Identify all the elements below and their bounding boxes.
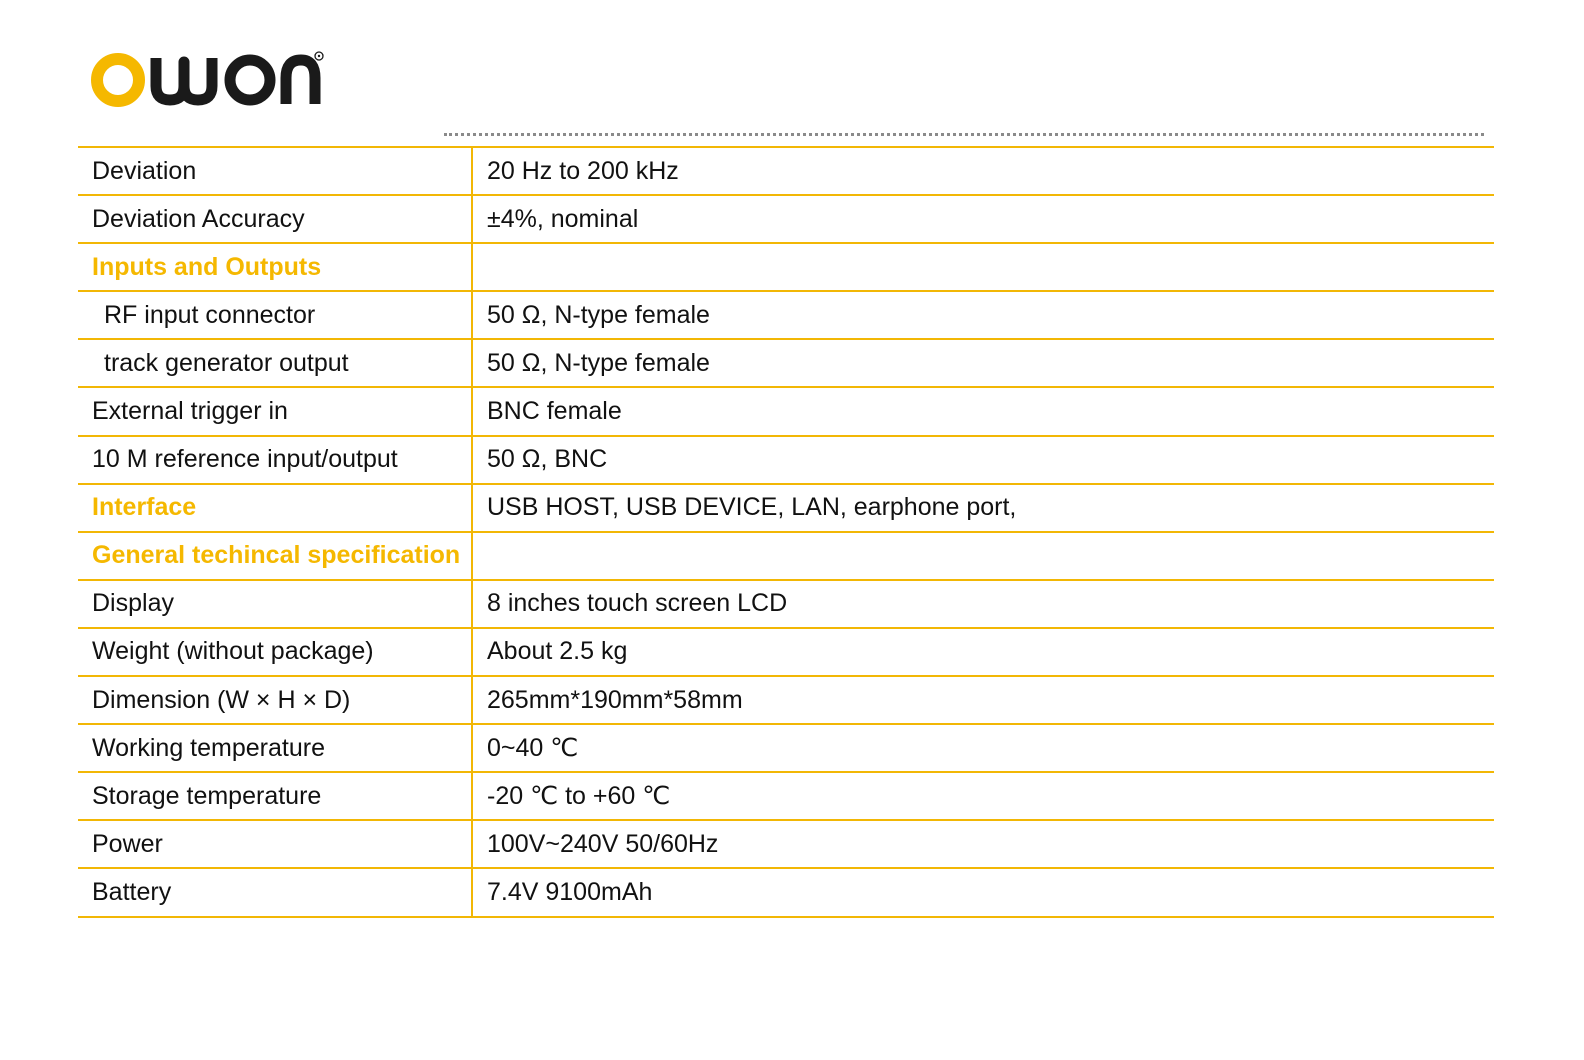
spec-value: 50 Ω, N-type female: [472, 291, 1494, 339]
spec-label: RF input connector: [78, 291, 472, 339]
spec-value: BNC female: [472, 387, 1494, 435]
spec-label: Storage temperature: [78, 772, 472, 820]
header-dotted-divider: [444, 133, 1484, 136]
spec-table: [78, 146, 1494, 918]
spec-value: 100V~240V 50/60Hz: [472, 820, 1494, 868]
spec-label: Battery: [78, 868, 472, 916]
spec-label: track generator output: [78, 339, 472, 387]
spec-value: 20 Hz to 200 kHz: [472, 147, 1494, 195]
table-row: [78, 291, 1494, 339]
spec-value: 7.4V 9100mAh: [472, 868, 1494, 916]
table-row: [78, 339, 1494, 387]
spec-label: Display: [78, 580, 472, 628]
spec-value: [472, 532, 1494, 580]
table-row: [78, 580, 1494, 628]
spec-value: About 2.5 kg: [472, 628, 1494, 676]
spec-value: USB HOST, USB DEVICE, LAN, earphone port,: [472, 484, 1494, 532]
section-title: Interface: [78, 484, 472, 532]
spec-label: Deviation Accuracy: [78, 195, 472, 243]
spec-value: 0~40 ℃: [472, 724, 1494, 772]
table-row: [78, 820, 1494, 868]
section-header-row: [78, 484, 1494, 532]
spec-value: 50 Ω, BNC: [472, 436, 1494, 484]
spec-label: Weight (without package): [78, 628, 472, 676]
spec-label: Dimension (W × H × D): [78, 676, 472, 724]
spec-value: -20 ℃ to +60 ℃: [472, 772, 1494, 820]
section-title: General techincal specification: [78, 532, 472, 580]
table-row: [78, 436, 1494, 484]
spec-label: Deviation: [78, 147, 472, 195]
table-row: [78, 868, 1494, 916]
spec-label: External trigger in: [78, 387, 472, 435]
table-row: [78, 724, 1494, 772]
spec-value: 50 Ω, N-type female: [472, 339, 1494, 387]
table-row: [78, 772, 1494, 820]
owon-logo-graphic: [90, 48, 326, 110]
spec-label: Power: [78, 820, 472, 868]
owon-logo: [90, 48, 326, 115]
table-row: [78, 387, 1494, 435]
table-row: [78, 628, 1494, 676]
spec-value: 8 inches touch screen LCD: [472, 580, 1494, 628]
section-header-row: [78, 243, 1494, 291]
spec-value: ±4%, nominal: [472, 195, 1494, 243]
table-row: [78, 195, 1494, 243]
table-row: [78, 676, 1494, 724]
table-row: [78, 147, 1494, 195]
section-header-row: [78, 532, 1494, 580]
spec-label: Working temperature: [78, 724, 472, 772]
spec-label: 10 M reference input/output: [78, 436, 472, 484]
spec-value: [472, 243, 1494, 291]
section-title: Inputs and Outputs: [78, 243, 472, 291]
spec-value: 265mm*190mm*58mm: [472, 676, 1494, 724]
